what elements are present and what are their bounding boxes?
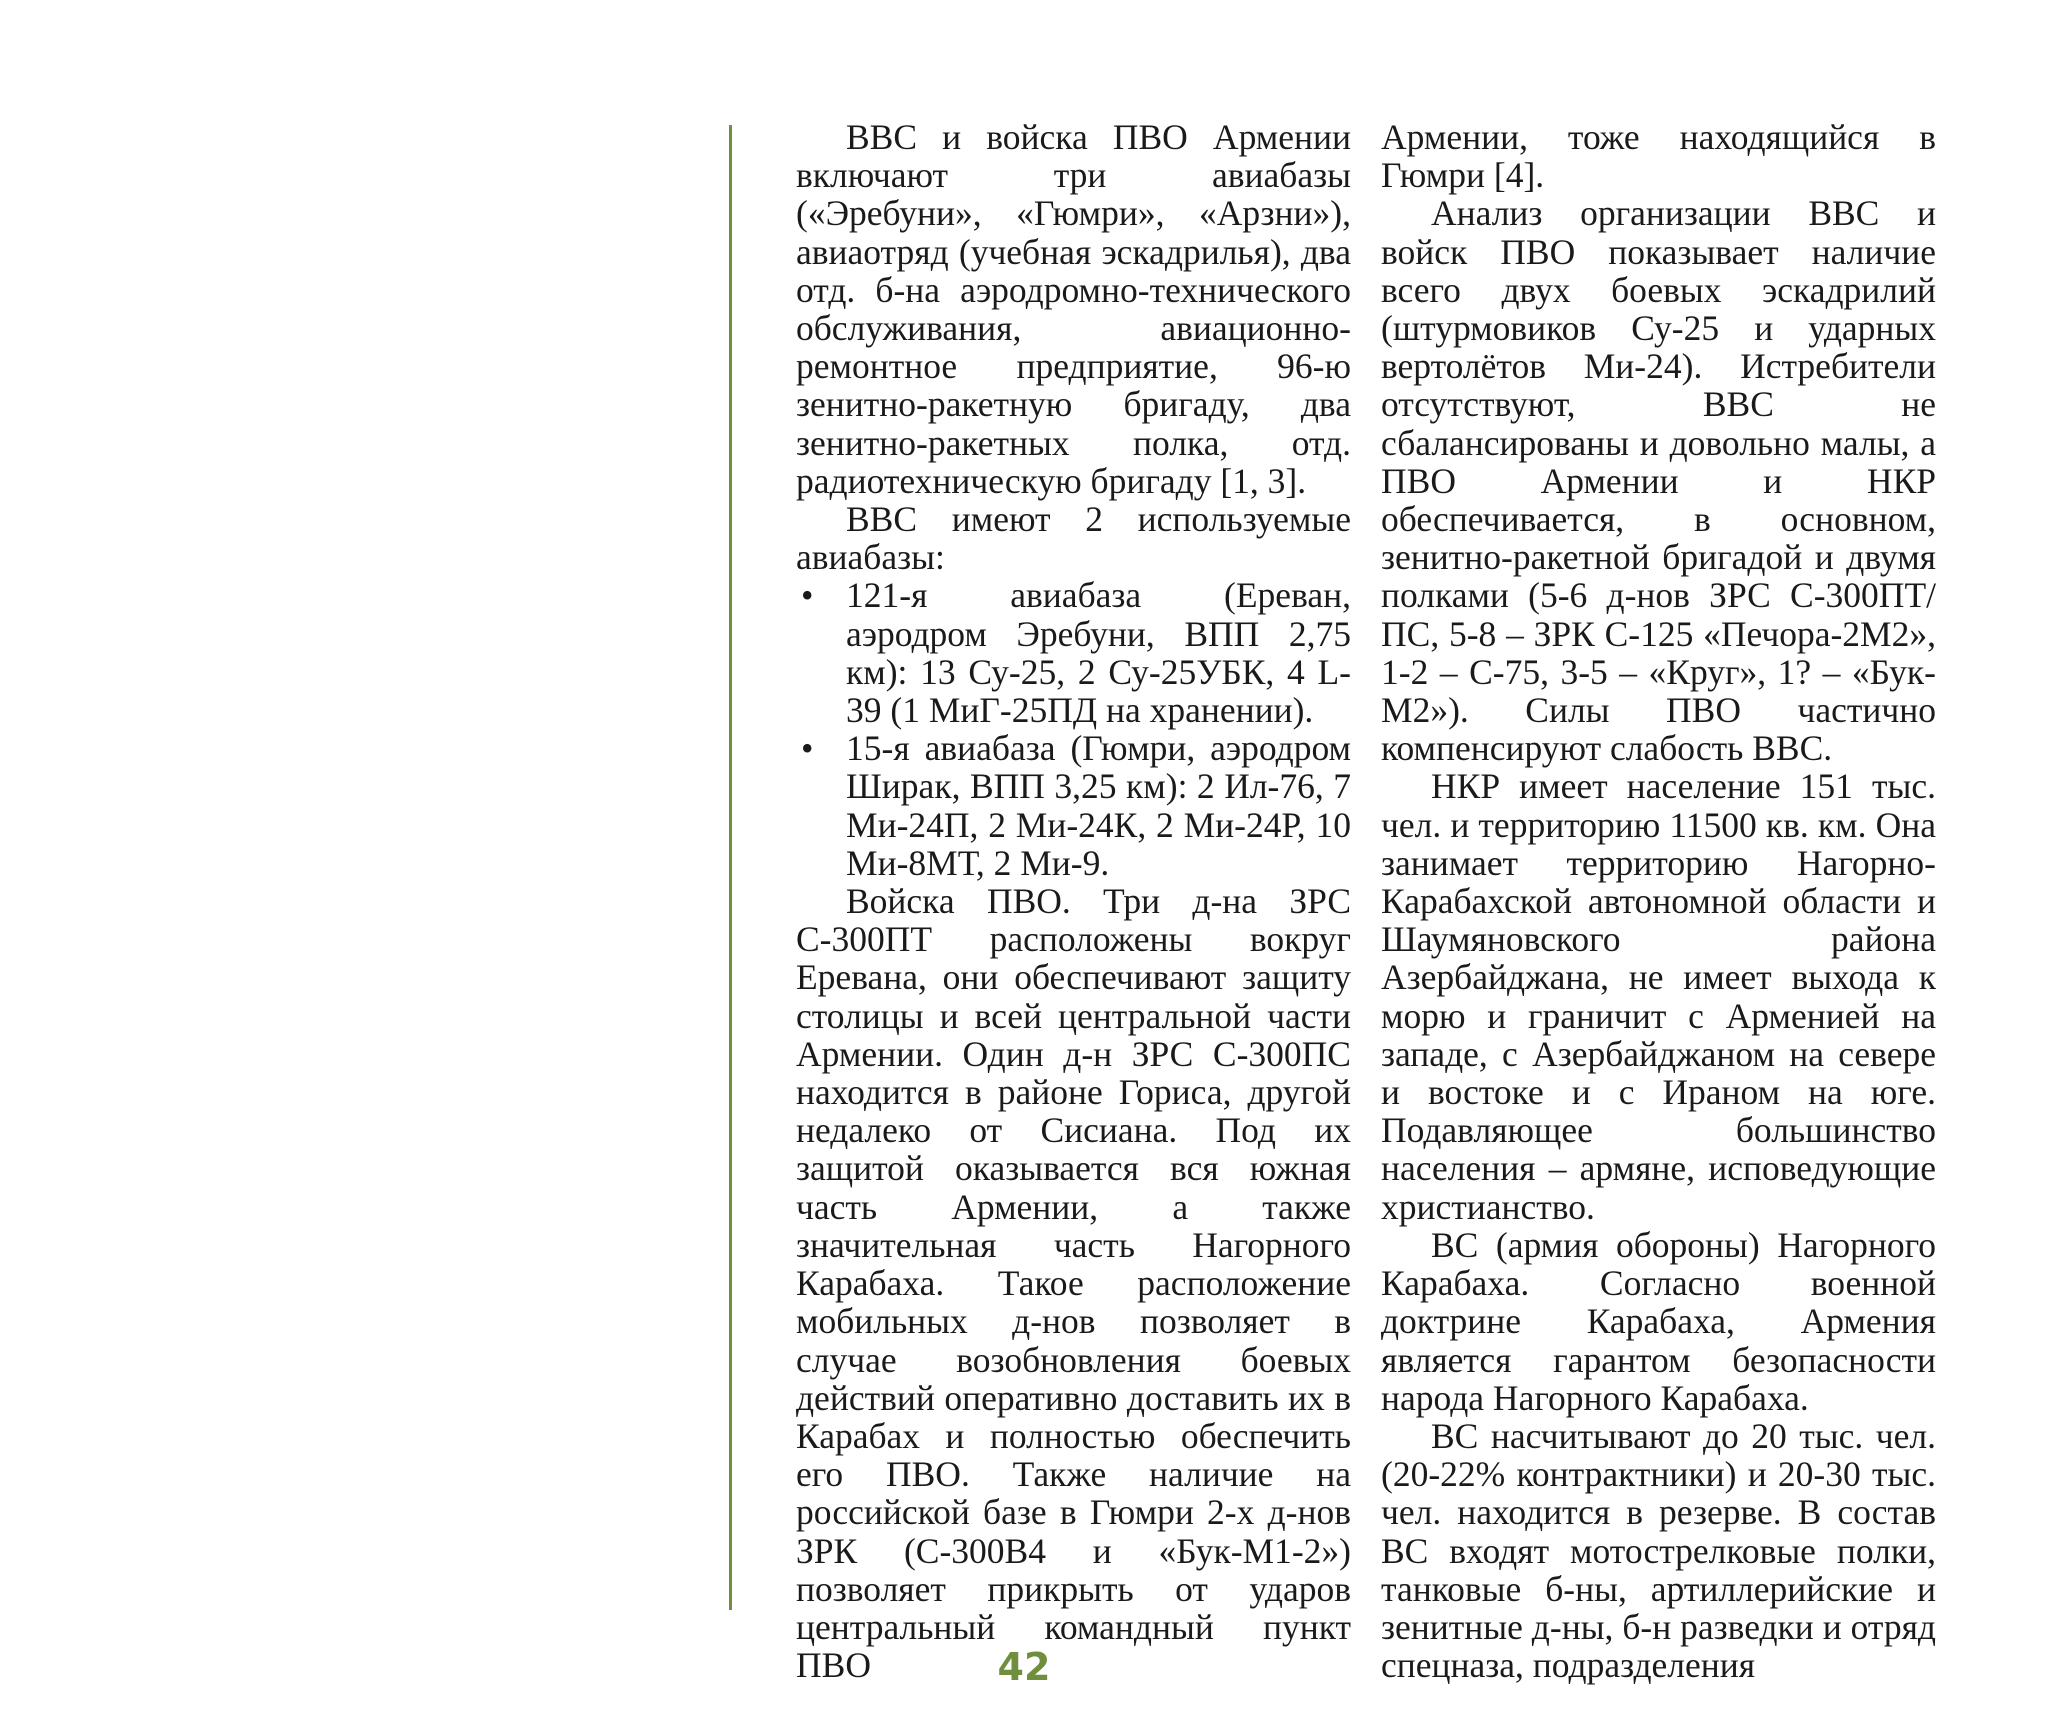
paragraph: ВС насчитывают до 20 тыс. чел. (20-22% контрактники) и 20-30 тыс. чел. находится в резерве. В состав ВС входят мотострелковые полки, танковые б-ны, артиллерийские и зенитные д-ны, б-н разведки и отряд спецназа, подразделения bbox=[1381, 1415, 1936, 1686]
paragraph: ВВС и войска ПВО Армении включают три авиабазы («Эребуни», «Гюмри», «Арзни»), авиаотряд (учебная эскадрилья), два отд. б-на аэродромно-технического обслуживания, авиационно-ремонтное предприятие, 96-ю зенитно-ракетную бригаду, два зенитно-ракетных полка, отд. радиотехническую бригаду [1, 3]. bbox=[796, 117, 1351, 501]
paragraph-continuation: Армении, тоже находящийся в Гюмри [4]. bbox=[1381, 117, 1936, 196]
left-column bbox=[796, 118, 1351, 1684]
list-item: • 15-я авиабаза (Гюмри, аэродром Ширак, ВПП 3,25 км): 2 Ил-76, 7 Ми-24П, 2 Ми-24К, 2 Ми-24Р, 10 Ми-8МТ, 2 Ми-9. bbox=[796, 729, 1351, 882]
paragraph: Анализ организации ВВС и войск ПВО показывает наличие всего двух боевых эскадрилий (штурмовиков Су-25 и ударных вертолётов Ми-24). Истребители отсутствуют, ВВС не сбалансированы и довольно малы, а ПВО Армении и НКР обеспечивается, в основном, зенитно-ракетной бригадой и двумя полками (5-6 д-нов ЗРС С-300ПТ/ПС, 5-8 – ЗРК С-125 «Печора-2М2», 1-2 – С-75, 3-5 – «Круг», 1? – «Бук-М2»). Силы ПВО частично компенсируют слабость ВВС. bbox=[1381, 193, 1936, 769]
paragraph: ВВС имеют 2 используемые авиабазы: bbox=[796, 499, 1351, 578]
paragraph: НКР имеет население 151 тыс. чел. и территорию 11500 кв. км. Она занимает территорию Нагорно-Карабахской автономной области и Шаумяновского района Азербайджана, не имеет выхода к морю и граничит с Арменией на западе, с Азербайджаном на севере и востоке и с Ираном на юге. Подавляющее большинство населения – армяне, исповедующие христианство. bbox=[1381, 766, 1936, 1227]
paragraph: ВС (армия обороны) Нагорного Карабаха. Согласно военной доктрине Карабаха, Армения является гарантом безопасности народа Нагорного Карабаха. bbox=[1381, 1224, 1936, 1418]
page-number: 42 bbox=[997, 1645, 1051, 1689]
margin-rule bbox=[729, 125, 732, 1610]
list-item: • 121-я авиабаза (Ереван, аэродром Эребуни, ВПП 2,75 км): 13 Су-25, 2 Су-25УБК, 4 L-39 (1 МиГ-25ПД на хранении). bbox=[796, 576, 1351, 729]
paragraph: Войска ПВО. Три д-на ЗРС С-300ПТ расположены вокруг Еревана, они обеспечивают защиту столицы и всей центральной части Армении. Один д-н ЗРС С-300ПС находится в районе Гориса, другой недалеко от Сисиана. Под их защитой оказывается вся южная часть Армении, а также значительная часть Нагорного Карабаха. Такое расположение мобильных д-нов позволяет в случае возобновления боевых действий оперативно доставить их в Карабах и полностью обеспечить его ПВО. Также наличие на российской базе в Гюмри 2-х д-нов ЗРК (С-300В4 и «Бук-М1-2») позволяет прикрыть от ударов центральный командный пункт ПВО bbox=[796, 881, 1351, 1686]
right-column bbox=[1381, 118, 1936, 1684]
airbase-list bbox=[796, 576, 1351, 882]
